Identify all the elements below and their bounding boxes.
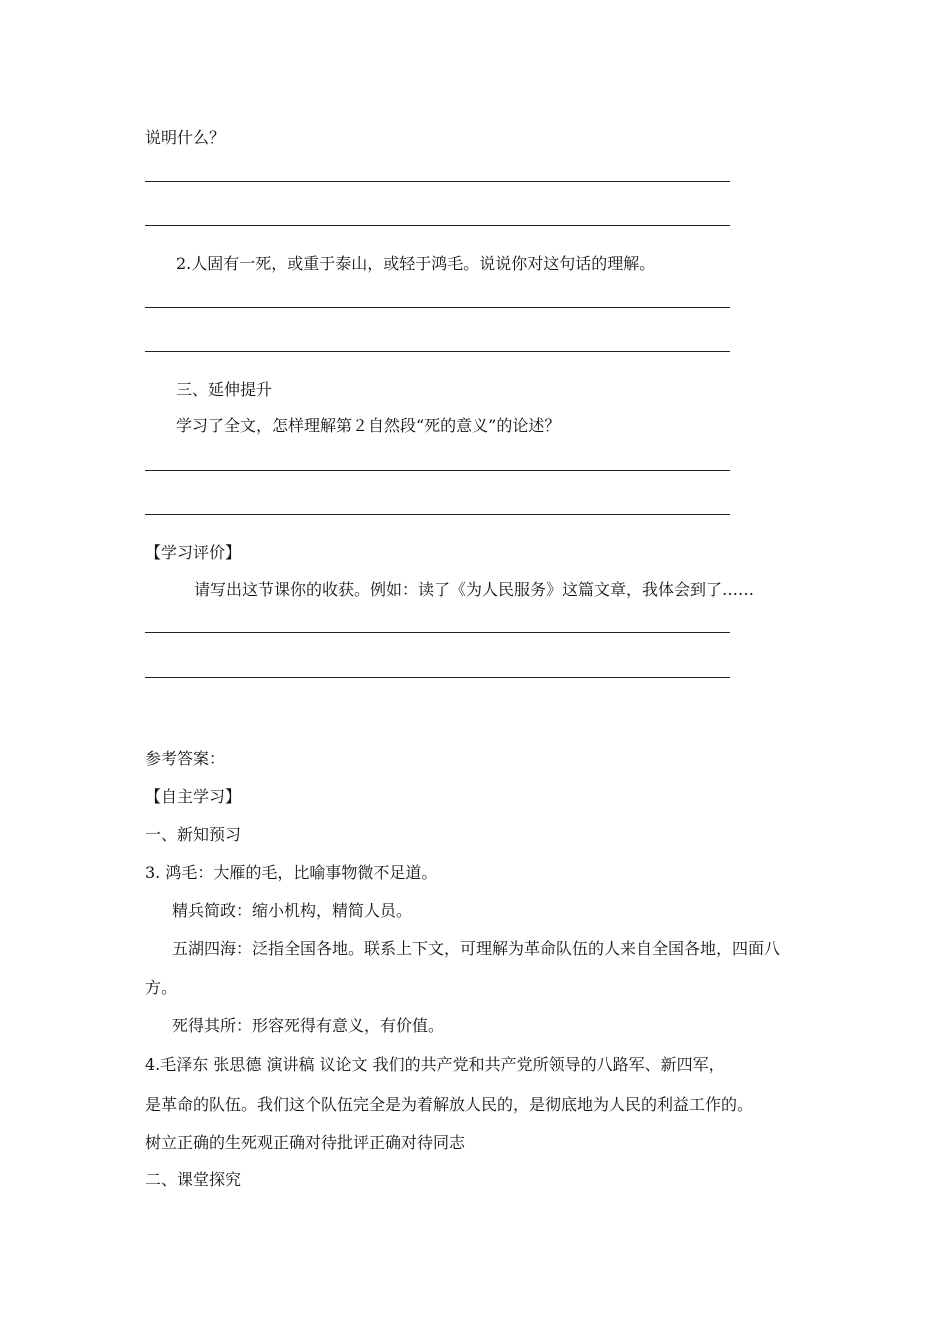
self-study-title: 【自主学习】 (145, 787, 242, 806)
answer-line[interactable] (145, 677, 730, 678)
answer-line[interactable] (145, 181, 730, 182)
answers-heading: 参考答案： (145, 749, 226, 768)
answer-line[interactable] (145, 351, 730, 352)
answer-line[interactable] (145, 470, 730, 471)
answer-4-line-2: 是革命的队伍。我们这个队伍完全是为着解放人民的，是彻底地为人民的利益工作的。 (145, 1095, 754, 1114)
answer-3-line-3b: 方。 (145, 978, 178, 997)
answer-line[interactable] (145, 632, 730, 633)
part-1-title: 一、新知预习 (145, 825, 242, 844)
part-2-title: 二、课堂探究 (145, 1170, 242, 1189)
answer-line[interactable] (145, 307, 730, 308)
answer-3-line-4: 死得其所：形容死得有意义，有价值。 (172, 1016, 445, 1035)
evaluation-prompt: 请写出这节课你的收获。例如：读了《为人民服务》这篇文章，我体会到了…… (194, 580, 755, 599)
question-2: 2.人固有一死，或重于泰山，或轻于鸿毛。说说你对这句话的理解。 (176, 254, 656, 273)
answer-line[interactable] (145, 225, 730, 226)
section-3-prompt: 学习了全文，怎样理解第２自然段“死的意义”的论述？ (176, 416, 561, 435)
answer-3-line-1: 3. 鸿毛：大雁的毛，比喻事物微不足道。 (145, 863, 438, 882)
answer-line[interactable] (145, 514, 730, 515)
answer-4-line-1: 4.毛泽东 张思德 演讲稿 议论文 我们的共产党和共产党所领导的八路军、新四军， (145, 1055, 725, 1074)
question-1-tail: 说明什么？ (145, 128, 226, 147)
evaluation-title: 【学习评价】 (145, 543, 242, 562)
answer-3-line-2: 精兵简政：缩小机构，精简人员。 (172, 901, 413, 920)
answer-4-line-3: 树立正确的生死观正确对待批评正确对待同志 (145, 1133, 466, 1152)
section-3-title: 三、延伸提升 (176, 380, 273, 399)
answer-3-line-3a: 五湖四海：泛指全国各地。联系上下文，可理解为革命队伍的人来自全国各地，四面八 (172, 939, 781, 958)
